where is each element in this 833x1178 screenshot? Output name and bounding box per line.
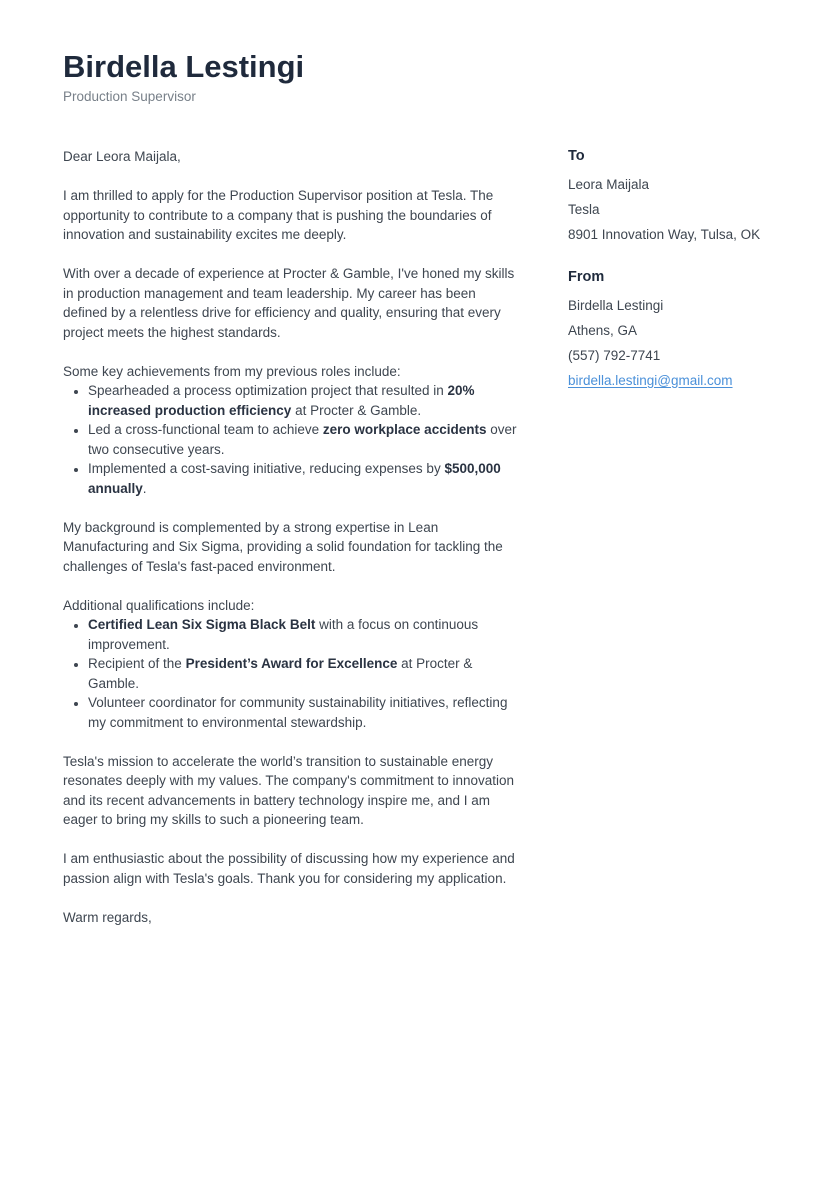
- list-item: [88, 420, 521, 459]
- recipient-line: Tesla: [568, 202, 600, 217]
- from-section: [568, 268, 783, 391]
- bold-text: zero workplace accidents: [322, 422, 487, 437]
- paragraph: [63, 752, 521, 830]
- paragraph: [63, 518, 521, 577]
- text: Recipient of the: [88, 656, 186, 671]
- list-item: [88, 381, 521, 420]
- sender-line: Birdella Lestingi: [568, 297, 664, 313]
- text: Spearheaded a process optimization project that resulted in: [88, 383, 448, 398]
- to-heading: To: [568, 148, 585, 164]
- text: I am thrilled to apply for the Production Supervisor position at Tesla. The opportunity to contribute to a company that is pushing the boundaries of innovation and sustainability excites me deeply.: [63, 188, 494, 242]
- sender-line: (557) 792-7741: [568, 347, 661, 363]
- text: over two consecutive years.: [88, 422, 517, 457]
- text: My background is complemented by a strong expertise in Lean Manufacturing and Six Sigma, providing a solid foundation for tackling the challenges of Tesla's fast-paced environment.: [63, 519, 503, 574]
- text: Some key achievements from my previous roles include:: [63, 363, 401, 379]
- page-title: Birdella Lestingi: [63, 49, 305, 84]
- paragraph: [63, 186, 521, 245]
- paragraph: [63, 596, 521, 616]
- text: I am enthusiastic about the possibility of discussing how my experience and passion align with Tesla's goals. Thank you for considering my application.: [63, 851, 515, 886]
- sender-line: Athens, GA: [568, 322, 638, 338]
- recipient-line: 8901 Innovation Way, Tulsa, OK: [568, 227, 761, 242]
- list-item: [88, 654, 521, 693]
- paragraph: [63, 362, 521, 382]
- text: at Procter & Gamble.: [291, 402, 422, 418]
- text: With over a decade of experience at Procter & Gamble, I've honed my skills in production management and team leadership. My career has been defined by a relentless drive for efficiency and quality, ensuring that every project meets the highest standards.: [63, 266, 515, 340]
- list-item: [88, 693, 521, 732]
- bold-text: 20% increased production efficiency: [88, 383, 475, 418]
- recipient-lines: [568, 175, 783, 245]
- letter-body: [63, 147, 521, 947]
- text: with a focus on continuous improvement.: [88, 617, 479, 652]
- list-item: [88, 615, 521, 654]
- recipient-line: Leora Maijala: [568, 177, 650, 192]
- list-item: [88, 459, 521, 498]
- sender-email-link[interactable]: birdella.lestingi@gmail.com: [568, 372, 733, 388]
- text: Warm regards,: [63, 909, 152, 925]
- sender-lines: [568, 296, 783, 366]
- text: Additional qualifications include:: [63, 597, 255, 613]
- text: Dear Leora Maijala,: [63, 149, 181, 164]
- paragraph: [63, 147, 521, 167]
- bold-text: $500,000 annually: [88, 461, 501, 496]
- letter-header: [63, 50, 533, 105]
- paragraph: [63, 908, 521, 928]
- text: Tesla's mission to accelerate the world’s transition to sustainable energy resonates deeply with my values. The company's commitment to innovation and its recent advancements in battery technology inspire me, and I am eager to bring my skills to such a pioneering team.: [63, 753, 515, 827]
- bullet-list: [63, 615, 521, 732]
- text: Implemented a cost-saving initiative, reducing expenses by: [88, 461, 445, 476]
- text: Led a cross-functional team to achieve: [88, 422, 323, 437]
- text: at Procter & Gamble.: [88, 656, 473, 691]
- job-title-subtitle: Production Supervisor: [63, 89, 196, 104]
- to-section: [568, 147, 783, 245]
- paragraph: [63, 264, 521, 342]
- paragraph: [63, 849, 521, 888]
- bold-text: President’s Award for Excellence: [185, 656, 398, 671]
- from-heading: From: [568, 268, 605, 285]
- contact-sidebar: [568, 147, 783, 390]
- bold-text: Certified Lean Six Sigma Black Belt: [88, 617, 316, 632]
- bullet-list: [63, 381, 521, 498]
- text: Volunteer coordinator for community sustainability initiatives, reflecting my commitment to environmental stewardship.: [88, 695, 508, 730]
- text: .: [142, 480, 147, 496]
